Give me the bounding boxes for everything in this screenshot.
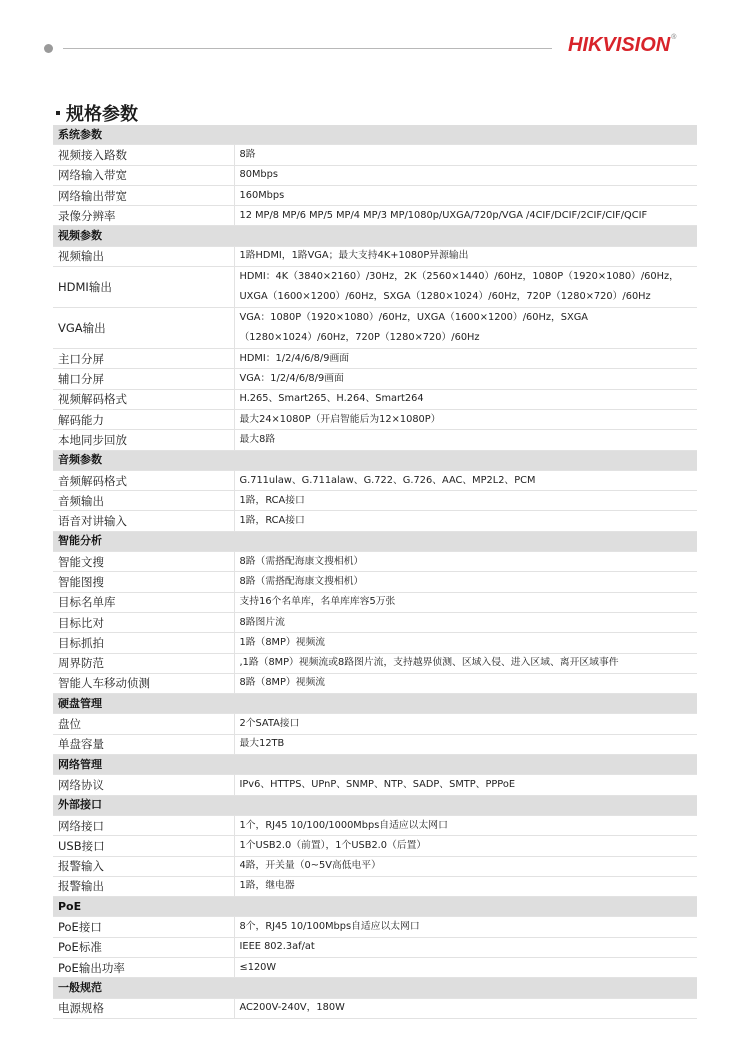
spec-label: 音频解码格式 [53,470,234,490]
spec-row [53,572,697,592]
spec-label: VGA输出 [53,308,234,349]
bullet-square-icon [56,111,60,115]
spec-label: 报警输入 [53,856,234,876]
spec-row [53,185,697,205]
spec-label: 单盘容量 [53,734,234,754]
category-row [53,978,697,998]
spec-label: 本地同步回放 [53,430,234,450]
spec-row [53,369,697,389]
header-divider [63,48,552,49]
category-label: 网络管理 [53,755,697,775]
spec-row [53,734,697,754]
category-label: 音频参数 [53,450,697,470]
category-label: 一般规范 [53,978,697,998]
spec-value: 160Mbps [234,185,697,205]
spec-row [53,145,697,165]
category-label: 外部接口 [53,795,697,815]
spec-value: 4路，开关量（0~5V高低电平） [234,856,697,876]
section-title [56,100,138,126]
spec-row [53,775,697,795]
spec-row [53,389,697,409]
category-row [53,755,697,775]
spec-row [53,653,697,673]
spec-value: 8路（需搭配海康文搜相机） [234,552,697,572]
category-label: 视频参数 [53,226,697,246]
spec-value: VGA：1080P（1920×1080）/60Hz，UXGA（1600×1200）/60Hz，SXGA（1280×1024）/60Hz，720P（1280×720）/60Hz [234,308,697,349]
spec-label: 辅口分屏 [53,369,234,389]
spec-value: HDMI：4K（3840×2160）/30Hz，2K（2560×1440）/60Hz，1080P（1920×1080）/60Hz，UXGA（1600×1200）/60Hz，SXGA（1280×1024）/60Hz，720P（1280×720）/60Hz [234,267,697,308]
category-label: 硬盘管理 [53,694,697,714]
spec-label: 智能人车移动侦测 [53,673,234,693]
header-dot-icon [44,44,53,53]
spec-value: IEEE 802.3af/at [234,937,697,957]
spec-value: VGA：1/2/4/6/8/9画面 [234,369,697,389]
spec-value: 80Mbps [234,165,697,185]
spec-label: 盘位 [53,714,234,734]
registered-mark: ® [671,34,677,41]
spec-label: 目标比对 [53,612,234,632]
spec-value: G.711ulaw、G.711alaw、G.722、G.726、AAC、MP2L2、PCM [234,470,697,490]
spec-row [53,592,697,612]
spec-row [53,856,697,876]
spec-label: 语音对讲输入 [53,511,234,531]
spec-value: 8路图片流 [234,612,697,632]
spec-row [53,836,697,856]
spec-value: 12 MP/8 MP/6 MP/5 MP/4 MP/3 MP/1080p/UXGA/720p/VGA /4CIF/DCIF/2CIF/CIF/QCIF [234,206,697,226]
spec-label: 目标名单库 [53,592,234,612]
spec-value: 8路（需搭配海康文搜相机） [234,572,697,592]
spec-label: USB接口 [53,836,234,856]
category-label: PoE [53,897,697,917]
spec-row [53,998,697,1018]
spec-value: 1路（8MP）视频流 [234,633,697,653]
spec-row [53,612,697,632]
spec-label: 网络输出带宽 [53,185,234,205]
spec-row [53,673,697,693]
spec-row [53,267,697,308]
spec-value: 8路（8MP）视频流 [234,673,697,693]
spec-row [53,308,697,349]
category-row [53,125,697,145]
spec-value: ≤120W [234,957,697,977]
category-row [53,531,697,551]
spec-row [53,552,697,572]
spec-label: PoE标准 [53,937,234,957]
spec-value: AC200V-240V，180W [234,998,697,1018]
spec-value: 最大8路 [234,430,697,450]
spec-label: 智能文搜 [53,552,234,572]
spec-label: 视频输出 [53,246,234,266]
spec-value: HDMI：1/2/4/6/8/9画面 [234,349,697,369]
spec-label: 视频解码格式 [53,389,234,409]
header-rule [44,40,564,56]
spec-label: PoE输出功率 [53,957,234,977]
spec-label: 录像分辨率 [53,206,234,226]
spec-label: 电源规格 [53,998,234,1018]
spec-label: 报警输出 [53,876,234,896]
spec-row [53,815,697,835]
spec-value: 最大24×1080P（开启智能后为12×1080P） [234,409,697,429]
spec-label: 音频输出 [53,491,234,511]
spec-value: ,1路（8MP）视频流或8路图片流，支持越界侦测、区域入侵、进入区域、离开区域事件 [234,653,697,673]
spec-label: 解码能力 [53,409,234,429]
category-row [53,694,697,714]
spec-row [53,491,697,511]
spec-value: IPv6、HTTPS、UPnP、SNMP、NTP、SADP、SMTP、PPPoE [234,775,697,795]
spec-row [53,349,697,369]
spec-value: 1个，RJ45 10/100/1000Mbps自适应以太网口 [234,815,697,835]
category-label: 系统参数 [53,125,697,145]
spec-row [53,206,697,226]
spec-label: 目标抓拍 [53,633,234,653]
spec-row [53,470,697,490]
spec-row [53,876,697,896]
spec-label: 视频接入路数 [53,145,234,165]
spec-label: 主口分屏 [53,349,234,369]
spec-label: HDMI输出 [53,267,234,308]
spec-value: 2个SATA接口 [234,714,697,734]
spec-value: 1路，RCA接口 [234,491,697,511]
spec-value: 支持16个名单库，名单库库容5万张 [234,592,697,612]
spec-row [53,957,697,977]
spec-value: 1路HDMI，1路VGA；最大支持4K+1080P异源输出 [234,246,697,266]
spec-row [53,714,697,734]
category-row [53,897,697,917]
spec-label: 网络接口 [53,815,234,835]
spec-label: PoE接口 [53,917,234,937]
spec-row [53,937,697,957]
spec-row [53,409,697,429]
spec-value: 1路，继电器 [234,876,697,896]
spec-value: H.265、Smart265、H.264、Smart264 [234,389,697,409]
spec-row [53,511,697,531]
spec-value: 1路，RCA接口 [234,511,697,531]
spec-value: 8个，RJ45 10/100Mbps自适应以太网口 [234,917,697,937]
category-label: 智能分析 [53,531,697,551]
brand-name: HIKVISION [568,34,671,56]
spec-row [53,430,697,450]
category-row [53,795,697,815]
spec-row [53,246,697,266]
spec-table [53,125,697,1019]
spec-value: 8路 [234,145,697,165]
category-row [53,450,697,470]
spec-row [53,633,697,653]
section-title-text: 规格参数 [66,104,138,124]
spec-label: 周界防范 [53,653,234,673]
spec-label: 智能图搜 [53,572,234,592]
spec-label: 网络输入带宽 [53,165,234,185]
category-row [53,226,697,246]
spec-label: 网络协议 [53,775,234,795]
spec-row [53,917,697,937]
spec-value: 1个USB2.0（前置），1个USB2.0（后置） [234,836,697,856]
spec-row [53,165,697,185]
brand-logo [568,34,676,57]
spec-value: 最大12TB [234,734,697,754]
